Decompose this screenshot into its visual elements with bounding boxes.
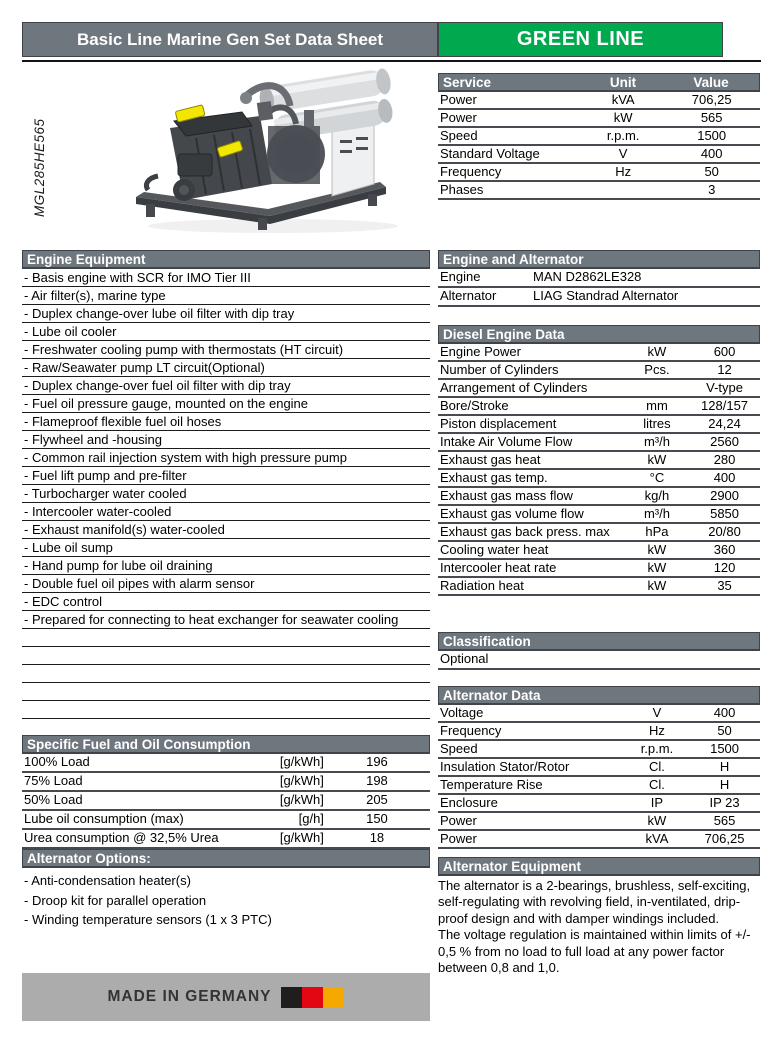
list-item: - Basis engine with SCR for IMO Tier III — [22, 269, 430, 287]
list-item: - Duplex change-over lube oil filter with dip tray — [22, 305, 430, 323]
row-value: 565 — [713, 813, 736, 828]
table-row — [438, 416, 760, 434]
row-unit: [g/kWh] — [279, 830, 324, 845]
table-row — [438, 831, 760, 849]
row-label: Exhaust gas back press. max — [440, 524, 610, 539]
row-value: 196 — [366, 754, 388, 769]
row-unit: kW — [647, 344, 667, 359]
row-label: Intercooler heat rate — [440, 560, 557, 575]
row-value: MAN D2862LE328 — [533, 269, 642, 284]
row-label: Power — [440, 92, 477, 107]
list-item: - Duplex change-over fuel oil filter with dip tray — [22, 377, 430, 395]
row-label: Exhaust gas temp. — [440, 470, 548, 485]
row-label: Alternator — [440, 288, 497, 303]
classification-spacer — [533, 651, 760, 668]
list-item: - Exhaust manifold(s) water-cooled — [22, 521, 430, 539]
row-unit: r.p.m. — [606, 128, 640, 143]
row-unit: kW — [647, 452, 667, 467]
list-item: - Raw/Seawater pump LT circuit(Optional) — [22, 359, 430, 377]
row-value: 280 — [713, 452, 736, 467]
row-label: Bore/Stroke — [440, 398, 509, 413]
list-item: - Droop kit for parallel operation — [24, 892, 207, 908]
model-label: MGL285HE565 — [32, 118, 47, 217]
row-unit: m³/h — [643, 434, 670, 449]
row-value: 12 — [717, 362, 732, 377]
table-row — [22, 754, 430, 773]
row-label: Engine Power — [440, 344, 521, 359]
row-label: Arrangement of Cylinders — [440, 380, 588, 395]
alternator-data-header: Alternator Data — [438, 686, 760, 705]
list-item: - Double fuel oil pipes with alarm sensor — [22, 575, 430, 593]
row-value: 400 — [700, 146, 723, 161]
engine-equipment-list — [22, 269, 430, 629]
table-row — [22, 830, 430, 849]
col-service: Service — [443, 75, 492, 90]
row-label: 75% Load — [24, 773, 83, 788]
row-unit: kW — [647, 542, 667, 557]
row-value: 120 — [713, 560, 736, 575]
table-row — [438, 452, 760, 470]
table-row — [438, 344, 760, 362]
table-row — [438, 723, 760, 741]
row-value: LIAG Standrad Alternator — [533, 288, 679, 303]
brand-bar — [438, 22, 723, 57]
row-unit: kW — [647, 560, 667, 575]
row-label: Power — [440, 110, 477, 125]
table-row — [22, 792, 430, 811]
document-title: Basic Line Marine Gen Set Data Sheet — [76, 29, 384, 49]
row-unit: m³/h — [643, 506, 670, 521]
genset-illustration — [118, 58, 423, 243]
genset-photo — [118, 58, 423, 243]
table-row — [438, 269, 760, 288]
row-value: IP 23 — [709, 795, 740, 810]
row-value: H — [719, 777, 730, 792]
row-unit: °C — [649, 470, 665, 485]
row-unit: [g/kWh] — [279, 773, 324, 788]
alternator-equipment-text — [438, 876, 760, 976]
engine-equipment-empty-rows — [22, 629, 430, 719]
table-row — [22, 773, 430, 792]
table-row — [438, 434, 760, 452]
document-title-bar — [22, 22, 438, 57]
table-row — [438, 506, 760, 524]
list-item: - Intercooler water-cooled — [22, 503, 430, 521]
row-value: 706,25 — [704, 831, 745, 846]
table-row — [438, 795, 760, 813]
row-unit: Hz — [649, 723, 665, 738]
table-row — [438, 362, 760, 380]
row-label: Piston displacement — [440, 416, 557, 431]
row-label: 100% Load — [24, 754, 90, 769]
diesel-engine-data-table — [438, 344, 760, 596]
made-in-germany-label: MADE IN GERMANY — [107, 988, 272, 1005]
table-row — [438, 578, 760, 596]
row-label: Power — [440, 813, 477, 828]
row-label: Power — [440, 831, 477, 846]
row-unit: V — [618, 146, 628, 161]
classification-header: Classification — [438, 632, 760, 651]
row-value: 18 — [369, 830, 385, 845]
list-item: - EDC control — [22, 593, 430, 611]
brand-label: GREEN LINE — [516, 28, 645, 50]
row-label: Lube oil consumption (max) — [24, 811, 184, 826]
alternator-data-table — [438, 705, 760, 849]
row-value: 400 — [713, 705, 736, 720]
table-row — [438, 398, 760, 416]
list-item: - Lube oil cooler — [22, 323, 430, 341]
table-row — [438, 524, 760, 542]
row-value: 5850 — [710, 506, 740, 521]
row-unit: Pcs. — [644, 362, 670, 377]
table-row — [438, 380, 760, 398]
row-label: Speed — [440, 741, 478, 756]
table-row — [438, 488, 760, 506]
table-row — [438, 777, 760, 795]
row-value: 150 — [366, 811, 388, 826]
row-label: Exhaust gas mass flow — [440, 488, 573, 503]
table-row — [438, 741, 760, 759]
row-value: 205 — [366, 792, 388, 807]
row-label: Phases — [440, 182, 484, 197]
row-value: 50 — [704, 164, 719, 179]
row-value: 1500 — [710, 741, 740, 756]
row-unit: Hz — [615, 164, 632, 179]
table-row — [438, 705, 760, 723]
row-label: Frequency — [440, 164, 502, 179]
row-label: Temperature Rise — [440, 777, 543, 792]
service-table-body — [438, 92, 760, 200]
empty-row — [22, 629, 430, 647]
row-unit: litres — [643, 416, 671, 431]
row-value: 400 — [713, 470, 736, 485]
row-unit: r.p.m. — [640, 741, 674, 756]
german-flag-icon — [281, 987, 344, 1008]
right-column — [438, 250, 760, 976]
row-label: Insulation Stator/Rotor — [440, 759, 570, 774]
empty-row — [22, 683, 430, 701]
engine-and-alternator-header: Engine and Alternator — [438, 250, 760, 269]
list-item: - Fuel oil pressure gauge, mounted on the engine — [22, 395, 430, 413]
col-unit: Unit — [609, 75, 637, 90]
row-unit: [g/h] — [298, 811, 324, 826]
flag-gold-block — [323, 987, 344, 1008]
row-value: 3 — [708, 182, 716, 197]
diesel-engine-data-header: Diesel Engine Data — [438, 325, 760, 344]
row-unit — [625, 380, 689, 396]
table-row — [438, 110, 760, 128]
row-unit: [g/kWh] — [279, 754, 324, 769]
list-item: - Winding temperature sensors (1 x 3 PTC) — [24, 912, 272, 927]
row-label: Number of Cylinders — [440, 362, 559, 377]
list-item: - Flywheel and -housing — [22, 431, 430, 449]
engine-and-alternator-table — [438, 269, 760, 307]
row-value: 35 — [717, 578, 732, 593]
list-item: - Turbocharger water cooled — [22, 485, 430, 503]
alternator-options-list — [22, 868, 430, 930]
table-row — [438, 759, 760, 777]
list-item: - Common rail injection system with high pressure pump — [22, 449, 430, 467]
row-value: H — [719, 759, 730, 774]
list-item: - Air filter(s), marine type — [22, 287, 430, 305]
row-unit: hPa — [645, 524, 669, 539]
row-unit: V — [652, 705, 662, 720]
row-label: Enclosure — [440, 795, 498, 810]
row-unit: kW — [613, 110, 633, 125]
row-value: 360 — [713, 542, 736, 557]
list-item: - Flameproof flexible fuel oil hoses — [22, 413, 430, 431]
list-item: - Fuel lift pump and pre-filter — [22, 467, 430, 485]
row-value: 24,24 — [708, 416, 741, 431]
row-value: 50 — [717, 723, 732, 738]
paragraph: The voltage regulation is maintained within limits of +/- 0,5 % from no load to full load at any power factor between 0,8 and 1,0. — [438, 927, 751, 976]
list-item: - Hand pump for lube oil draining — [22, 557, 430, 575]
row-value: 1500 — [697, 128, 727, 143]
service-table-header — [438, 73, 760, 92]
table-row — [438, 146, 760, 164]
table-row — [438, 288, 760, 307]
row-label: Exhaust gas heat — [440, 452, 541, 467]
row-unit: kVA — [611, 92, 635, 107]
empty-row — [22, 665, 430, 683]
paragraph: The alternator is a 2-bearings, brushless, self-exciting, self-regulating with revolving field, in-ventilated, drip-proof design and with damper windings included. — [438, 878, 751, 926]
table-row — [438, 164, 760, 182]
row-label: Exhaust gas volume flow — [440, 506, 584, 521]
list-item: - Prepared for connecting to heat exchanger for seawater cooling — [22, 611, 430, 629]
row-label: Speed — [440, 128, 478, 143]
col-value: Value — [693, 75, 729, 90]
row-label: Urea consumption @ 32,5% Urea — [24, 830, 219, 845]
row-value: V-type — [706, 380, 743, 395]
row-label: Voltage — [440, 705, 484, 720]
row-unit: mm — [646, 398, 668, 413]
row-unit: IP — [650, 795, 664, 810]
list-item: - Freshwater cooling pump with thermostats (HT circuit) — [22, 341, 430, 359]
flag-red-block — [302, 987, 323, 1008]
table-row — [438, 542, 760, 560]
table-row — [438, 813, 760, 831]
engine-equipment-header: Engine Equipment — [22, 250, 430, 269]
row-unit: kW — [647, 813, 667, 828]
row-label: Radiation heat — [440, 578, 524, 593]
flag-black-block — [281, 987, 302, 1008]
table-row — [438, 470, 760, 488]
row-unit: kW — [647, 578, 667, 593]
empty-row — [22, 701, 430, 719]
row-value: 565 — [700, 110, 723, 125]
left-column — [22, 250, 430, 930]
row-unit: Cl. — [649, 759, 665, 774]
list-item: - Anti-condensation heater(s) — [24, 873, 191, 888]
classification-row — [438, 651, 760, 670]
row-value: 2560 — [710, 434, 740, 449]
row-unit: [g/kWh] — [279, 792, 324, 807]
empty-row — [22, 647, 430, 665]
table-row — [438, 128, 760, 146]
row-label: Intake Air Volume Flow — [440, 434, 573, 449]
fuel-consumption-header: Specific Fuel and Oil Consumption — [22, 735, 430, 754]
row-value: 128/157 — [701, 398, 749, 413]
classification-value: Optional — [440, 651, 489, 666]
row-label: Standard Voltage — [440, 146, 540, 161]
made-in-germany-banner — [22, 973, 430, 1021]
table-row — [22, 811, 430, 830]
row-label: Engine — [440, 269, 481, 284]
row-unit: Cl. — [649, 777, 665, 792]
service-table — [438, 73, 760, 200]
table-row — [438, 92, 760, 110]
row-unit: kg/h — [644, 488, 670, 503]
row-label: 50% Load — [24, 792, 83, 807]
row-label: Cooling water heat — [440, 542, 549, 557]
row-value: 706,25 — [691, 92, 732, 107]
list-item: - Lube oil sump — [22, 539, 430, 557]
row-label: Frequency — [440, 723, 502, 738]
table-row — [438, 560, 760, 578]
row-unit — [583, 182, 664, 198]
row-value: 2900 — [710, 488, 740, 503]
row-value: 198 — [366, 773, 388, 788]
row-value: 20/80 — [708, 524, 741, 539]
table-row — [438, 182, 760, 200]
row-value: 600 — [713, 344, 736, 359]
alternator-options-header: Alternator Options: — [22, 849, 430, 868]
alternator-equipment-header: Alternator Equipment — [438, 857, 760, 876]
row-unit: kVA — [645, 831, 669, 846]
fuel-consumption-table — [22, 754, 430, 849]
